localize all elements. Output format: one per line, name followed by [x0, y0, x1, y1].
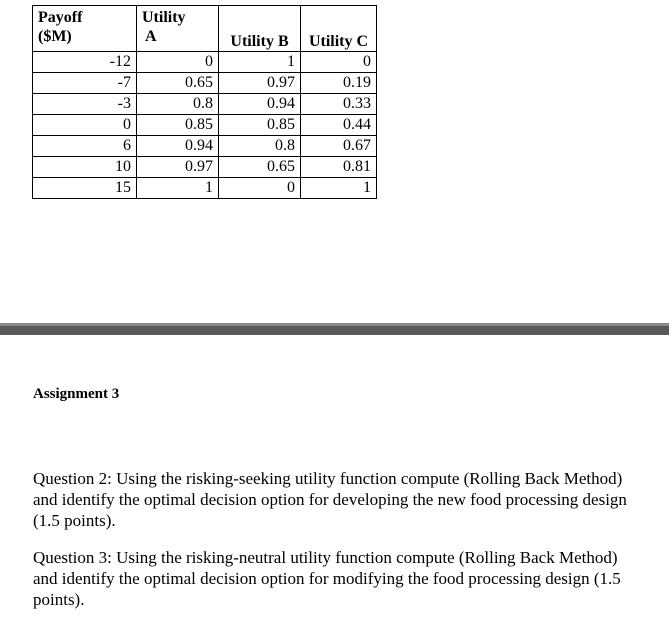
cell-payoff: 15 [33, 178, 137, 199]
cell-utility-b: 0.97 [219, 73, 301, 94]
cell-utility-a: 0.94 [137, 136, 219, 157]
table-row [33, 52, 377, 73]
cell-utility-b: 1 [219, 52, 301, 73]
cell-utility-b: 0.85 [219, 115, 301, 136]
cell-utility-a: 0.97 [137, 157, 219, 178]
header-utility-c [301, 6, 377, 52]
cell-payoff: 6 [33, 136, 137, 157]
cell-utility-c: 0.19 [301, 73, 377, 94]
cell-utility-a: 0.8 [137, 94, 219, 115]
header-payoff-line1: Payoff [38, 9, 83, 26]
table-row [33, 157, 377, 178]
table-row [33, 115, 377, 136]
cell-payoff: -3 [33, 94, 137, 115]
table-row [33, 178, 377, 199]
table-row [33, 73, 377, 94]
header-payoff [33, 6, 137, 52]
cell-utility-c: 1 [301, 178, 377, 199]
section-divider [0, 323, 669, 335]
cell-utility-a: 0.85 [137, 115, 219, 136]
payoff-utility-table [32, 5, 377, 199]
cell-payoff: -7 [33, 73, 137, 94]
header-utility-a-line2: A [145, 28, 157, 45]
table-header-row [33, 6, 377, 52]
cell-utility-a: 0 [137, 52, 219, 73]
cell-utility-c: 0.44 [301, 115, 377, 136]
cell-utility-c: 0.81 [301, 157, 377, 178]
cell-utility-c: 0 [301, 52, 377, 73]
table-row [33, 136, 377, 157]
header-utility-b [219, 6, 301, 52]
assignment-title: Assignment 3 [33, 386, 120, 402]
question-2: Question 2: Using the risking-seeking utility function compute (Rolling Back Method) and identify the optimal decision option for developing the new food processing design (1.5 points). [33, 469, 627, 530]
table-row [33, 94, 377, 115]
header-utility-a-line1: Utility [142, 9, 186, 26]
header-utility-c-label: Utility C [308, 33, 369, 50]
header-utility-a [137, 6, 219, 52]
cell-utility-a: 0.65 [137, 73, 219, 94]
cell-utility-c: 0.33 [301, 94, 377, 115]
cell-payoff: 0 [33, 115, 137, 136]
header-payoff-line2: ($M) [38, 28, 72, 45]
cell-utility-b: 0.8 [219, 136, 301, 157]
cell-utility-c: 0.67 [301, 136, 377, 157]
cell-utility-b: 0.65 [219, 157, 301, 178]
question-3: Question 3: Using the risking-neutral utility function compute (Rolling Back Method) and identify the optimal decision option for modifying the food processing design (1.5 points). [33, 548, 621, 609]
cell-payoff: -12 [33, 52, 137, 73]
cell-utility-a: 1 [137, 178, 219, 199]
section-divider-highlight [0, 323, 669, 326]
header-utility-b-label: Utility B [230, 33, 289, 50]
cell-payoff: 10 [33, 157, 137, 178]
cell-utility-b: 0.94 [219, 94, 301, 115]
cell-utility-b: 0 [219, 178, 301, 199]
